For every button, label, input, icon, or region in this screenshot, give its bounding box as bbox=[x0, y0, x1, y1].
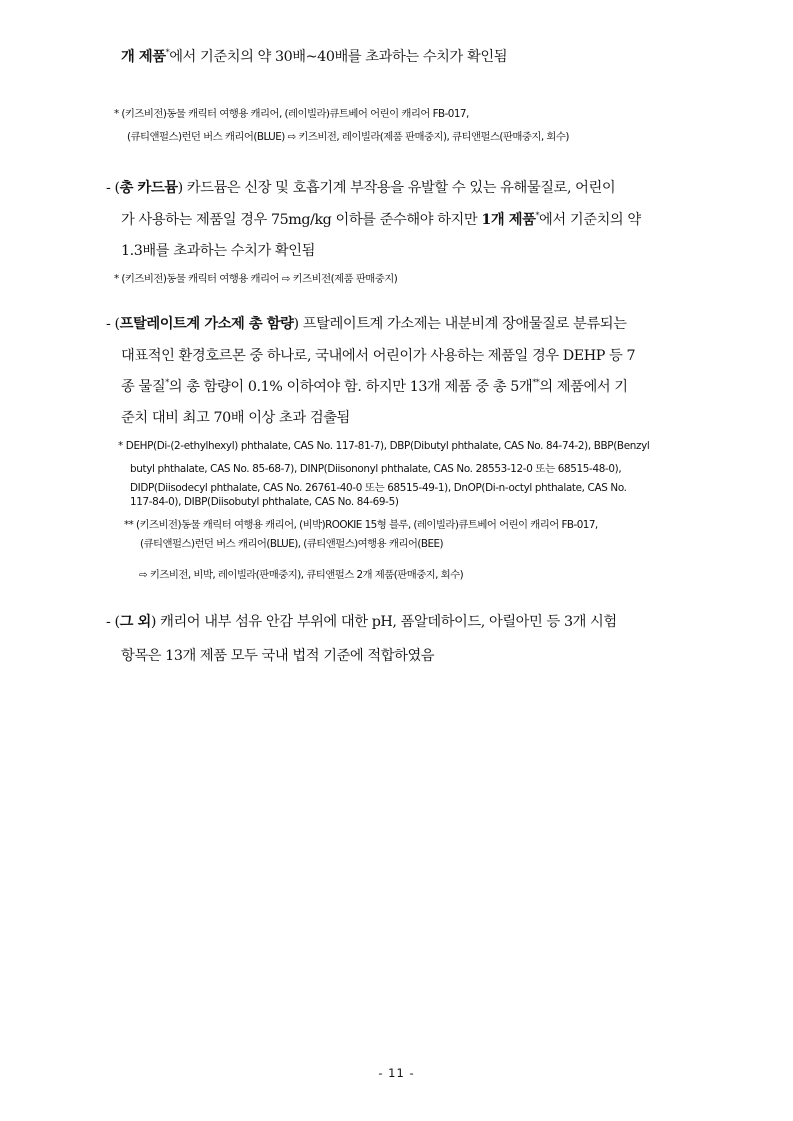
bullet-line bbox=[106, 611, 617, 631]
footnote-line: DIDP(Diisodecyl phthalate, CAS No. 26761-40-0 또는 68515-49-1), DnOP(Di-n-octyl phthalate, CAS No. bbox=[130, 482, 627, 494]
paragraph-text: ) 캐리어 내부 섬유 안감 부위에 대한 pH, 폼알데하이드, 아릴아민 등 3개 시험 bbox=[150, 614, 617, 630]
paragraph-line: 1.3배를 초과하는 수치가 확인됨 bbox=[121, 243, 315, 259]
footnote-line: 117-84-0), DIBP(Diisobutyl phthalate, CAS No. 84-69-5) bbox=[130, 496, 399, 508]
paragraph-text: 에서 기준치의 약 bbox=[539, 212, 641, 228]
bullet-line bbox=[106, 313, 626, 333]
bullet-dash: - ( bbox=[106, 180, 120, 196]
paragraph-text: ) 카드뮴은 신장 및 호흡기계 부작용을 유발할 수 있는 유해물질로, 어린이 bbox=[177, 180, 616, 196]
section-heading: 그 외 bbox=[119, 614, 151, 630]
paragraph-text: 의 총 함량이 0.1% 이하여야 함. 하지만 13개 제품 중 총 5개 bbox=[168, 379, 533, 395]
bullet-line bbox=[106, 177, 615, 197]
paragraph-line bbox=[121, 376, 628, 396]
paragraph-line bbox=[121, 209, 641, 229]
footnote-line: (큐티앤펄스)런던 버스 캐리어(BLUE) ⇨ 키즈비전, 레이빌라(제품 판매중지), 큐티앤펄스(판매중지, 회수) bbox=[127, 131, 569, 143]
footnote-marker: * bbox=[535, 211, 540, 220]
emphasis-text: 1개 제품 bbox=[481, 212, 536, 228]
paragraph-text: 가 사용하는 제품일 경우 75mg/kg 이하를 준수해야 하지만 bbox=[121, 212, 482, 228]
footnote-line: * DEHP(Di-(2-ethylhexyl) phthalate, CAS No. 117-81-7), DBP(Dibutyl phthalate, CAS No. 84-74-2), BBP(Benzyl bbox=[118, 440, 650, 452]
footnote-marker: ** bbox=[532, 378, 540, 387]
footnote-line: * (키즈비전)동물 캐릭터 여행용 캐리어 ⇨ 키즈비전(제품 판매중지) bbox=[114, 273, 398, 285]
footnote-line: ⇨ 키즈비전, 비박, 레이빌라(판매중지), 큐티앤펄스 2개 제품(판매중지, 회수) bbox=[139, 569, 464, 581]
paragraph-text: ) 프탈레이트계 가소제는 내분비계 장애물질로 분류되는 bbox=[293, 316, 627, 332]
paragraph-text: 의 제품에서 기 bbox=[539, 379, 628, 395]
paragraph-line: 준치 대비 최고 70배 이상 초과 검출됨 bbox=[121, 410, 350, 426]
footnote-marker: * bbox=[165, 48, 170, 57]
page-number: - 11 - bbox=[378, 1066, 415, 1080]
footnote-line: butyl phthalate, CAS No. 85-68-7), DINP(Diisononyl phthalate, CAS No. 28553-12-0 또는 68515-48-0), bbox=[130, 463, 622, 475]
section-heading: 총 카드뮴 bbox=[119, 180, 178, 196]
footnote-marker: * bbox=[165, 378, 169, 387]
bullet-dash: - ( bbox=[106, 316, 120, 332]
paragraph-text: 종 물질 bbox=[121, 379, 166, 395]
paragraph-line: 대표적인 환경호르몬 중 하나로, 국내에서 어린이가 사용하는 제품일 경우 DEHP 등 7 bbox=[121, 348, 636, 364]
footnote-line: * (키즈비전)동물 캐릭터 여행용 캐리어, (레이빌라)큐트베어 어린이 캐리어 FB-017, bbox=[114, 108, 469, 120]
emphasis-text: 개 제품 bbox=[121, 49, 166, 65]
paragraph-line: 항목은 13개 제품 모두 국내 법적 기준에 적합하였음 bbox=[121, 648, 435, 664]
bullet-dash: - ( bbox=[106, 614, 120, 630]
paragraph-line bbox=[121, 46, 507, 66]
footnote-line: (큐티앤펄스)런던 버스 캐리어(BLUE), (큐티앤펄스)여행용 캐리어(BEE) bbox=[140, 538, 443, 550]
footnote-line: ** (키즈비전)동물 캐릭터 여행용 캐리어, (비박)ROOKIE 15형 블루, (레이빌라)큐트베어 어린이 캐리어 FB-017, bbox=[124, 519, 598, 531]
section-heading: 프탈레이트계 가소제 총 함량 bbox=[119, 316, 294, 332]
paragraph-text: 에서 기준치의 약 30배~40배를 초과하는 수치가 확인됨 bbox=[169, 49, 508, 65]
